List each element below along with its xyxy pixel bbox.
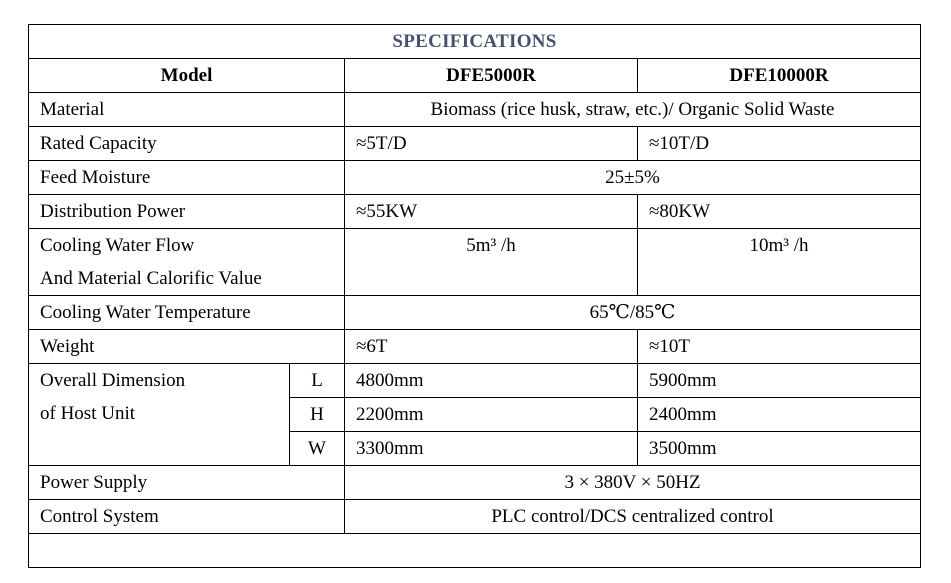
specifications-table [28, 24, 921, 568]
rated-capacity-dfe10000r: ≈10T/D [638, 127, 921, 161]
cooling-water-flow-dfe5000r: 5m³ /h [345, 229, 638, 296]
row-label: Rated Capacity [29, 127, 345, 161]
empty-footer-row [29, 534, 921, 568]
model-dfe10000r-header: DFE10000R [638, 59, 921, 93]
row-label: Weight [29, 330, 345, 364]
dimension-h-dfe10000r: 2400mm [638, 398, 921, 432]
control-system-row [29, 500, 921, 534]
control-system-value: PLC control/DCS centralized control [345, 500, 921, 534]
dimension-w-dfe10000r: 3500mm [638, 432, 921, 466]
cooling-water-temperature-value: 65℃/85℃ [345, 296, 921, 330]
row-label: Distribution Power [29, 195, 345, 229]
dimension-h-dfe5000r: 2200mm [345, 398, 638, 432]
dimension-l-dfe5000r: 4800mm [345, 364, 638, 398]
row-label-line: And Material Calorific Value [40, 268, 262, 289]
weight-row [29, 330, 921, 364]
dimension-letter: W [290, 432, 345, 466]
row-label: Power Supply [29, 466, 345, 500]
cooling-water-flow-dfe10000r: 10m³ /h [638, 229, 921, 296]
weight-dfe5000r: ≈6T [345, 330, 638, 364]
power-supply-row [29, 466, 921, 500]
row-label-line: Cooling Water Flow [40, 235, 195, 256]
rated-capacity-row [29, 127, 921, 161]
empty-footer-cell [29, 534, 921, 568]
title-row [29, 25, 921, 59]
header-row [29, 59, 921, 93]
model-header: Model [29, 59, 345, 93]
row-label-line: of Host Unit [40, 403, 135, 424]
distribution-power-dfe5000r: ≈55KW [345, 195, 638, 229]
power-supply-value: 3 × 380V × 50HZ [345, 466, 921, 500]
cooling-water-flow-row [29, 229, 921, 296]
dimension-row-l [29, 364, 921, 398]
cooling-water-temperature-row [29, 296, 921, 330]
distribution-power-dfe10000r: ≈80KW [638, 195, 921, 229]
row-label: Cooling Water Temperature [29, 296, 345, 330]
feed-moisture-value: 25±5% [345, 161, 921, 195]
feed-moisture-row [29, 161, 921, 195]
material-value: Biomass (rice husk, straw, etc.)/ Organic Solid Waste [345, 93, 921, 127]
row-label: Feed Moisture [29, 161, 345, 195]
model-dfe5000r-header: DFE5000R [345, 59, 638, 93]
row-label-line: Overall Dimension [40, 370, 186, 391]
dimension-w-dfe5000r: 3300mm [345, 432, 638, 466]
row-label: Control System [29, 500, 345, 534]
row-label [29, 229, 345, 296]
distribution-power-row [29, 195, 921, 229]
dimension-l-dfe10000r: 5900mm [638, 364, 921, 398]
weight-dfe10000r: ≈10T [638, 330, 921, 364]
rated-capacity-dfe5000r: ≈5T/D [345, 127, 638, 161]
material-row [29, 93, 921, 127]
overall-dimension-label [29, 364, 290, 466]
dimension-letter: H [290, 398, 345, 432]
table-title: SPECIFICATIONS [29, 25, 921, 59]
row-label: Material [29, 93, 345, 127]
dimension-letter: L [290, 364, 345, 398]
